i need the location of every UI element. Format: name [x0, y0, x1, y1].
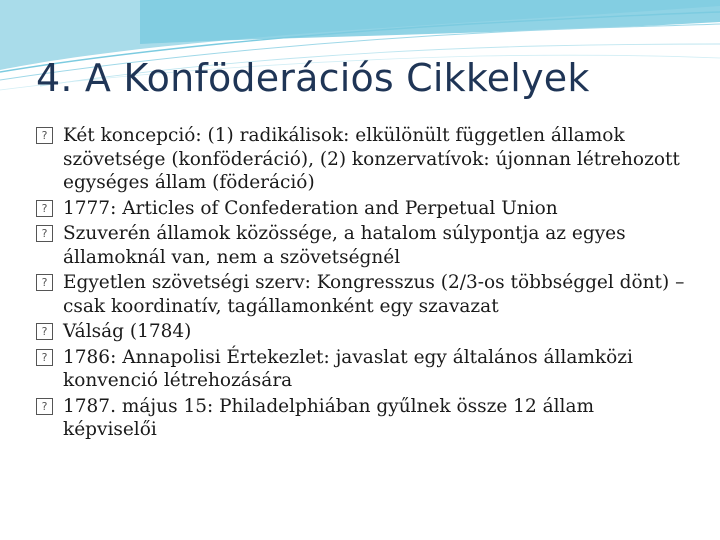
- bullet-text: Szuverén államok közössége, a hatalom súlypontja az egyes államoknál van, nem a szövetségnél: [63, 223, 626, 268]
- missing-glyph-icon: ?: [36, 398, 53, 415]
- bullet-item: [36, 222, 686, 269]
- missing-glyph-icon: ?: [36, 225, 53, 242]
- missing-glyph-icon: ?: [36, 200, 53, 217]
- bullet-text: 1786: Annapolisi Értekezlet: javaslat egy általános államközi konvenció létrehozására: [63, 346, 633, 391]
- bullet-item: [36, 346, 686, 393]
- bullet-text: Válság (1784): [63, 321, 192, 342]
- missing-glyph-icon: ?: [36, 274, 53, 291]
- bullet-item: [36, 197, 686, 221]
- bullet-item: [36, 271, 686, 318]
- bullet-list: [36, 124, 686, 444]
- bullet-text: 1787. május 15: Philadelphiában gyűlnek össze 12 állam képviselői: [63, 395, 595, 440]
- missing-glyph-icon: ?: [36, 323, 53, 340]
- slide-title: 4. A Konföderációs Cikkelyek: [36, 56, 590, 100]
- bullet-text: Egyetlen szövetségi szerv: Kongresszus (2/3-os többséggel dönt) – csak koordinatív, tagállamonként egy szavazat: [63, 272, 685, 317]
- missing-glyph-icon: ?: [36, 349, 53, 366]
- missing-glyph-icon: ?: [36, 127, 53, 144]
- bullet-item: [36, 124, 686, 195]
- bullet-text: Két koncepció: (1) radikálisok: elkülönült független államok szövetsége (konföderáció), (2) konzervatívok: újonnan létrehozott egységes állam (föderáció): [63, 125, 680, 193]
- bullet-item: [36, 320, 686, 344]
- bullet-item: [36, 395, 686, 442]
- bullet-text: 1777: Articles of Confederation and Perpetual Union: [63, 197, 558, 219]
